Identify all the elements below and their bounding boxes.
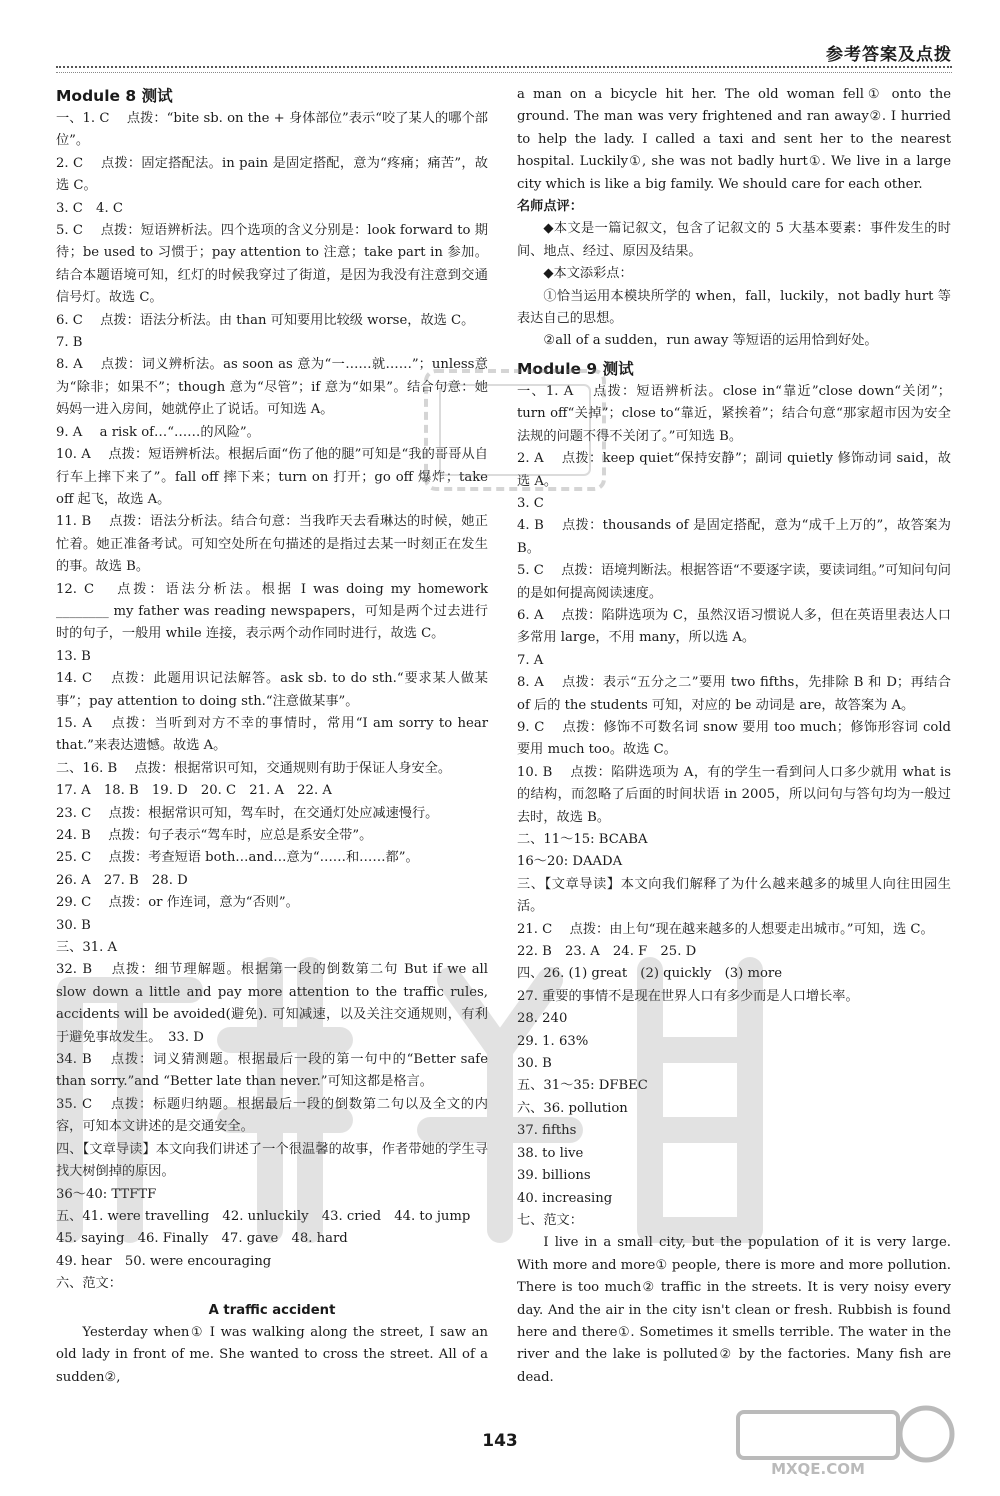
answer-line: 10. B 点拨：陷阱选项为 A，有的学生一看到问人口多少就用 what is 的结构，而忽略了后面的时间状语 in 2005，所以问句与答句均为一般过去时，故选 B。: [517, 764, 951, 825]
answer-line: 4. B 点拨：thousands of 是固定搭配，意为“成千上万的”，故答案为 B。: [517, 518, 951, 556]
comment-line: ◆本文添彩点：: [543, 266, 633, 282]
answer-line: 四、【文章导读】本文向我们讲述了一个很温馨的故事，作者带她的学生寻找大树倒掉的原因。: [56, 1141, 488, 1180]
answer-line: 28. 240: [517, 1011, 568, 1027]
essay-paragraph: Yesterday when① I was walking along the street, I saw an old lady in front of me. She wanted to cross the street. All of a sudden②,: [56, 1324, 488, 1385]
answer-line: 五、31～35: DFBEC: [517, 1078, 648, 1094]
answer-line: 9. A a risk of…“……的风险”。: [56, 424, 260, 440]
answer-line: 8. A 点拨：表示“五分之二”要用 two fifths，先排除 B 和 D；再结合 of 后的 the students 可知，对应的 be 动词是 are，故答案为 A。: [517, 675, 951, 713]
answer-line: 7. A: [517, 652, 544, 668]
answer-line: 七、范文：: [517, 1212, 583, 1228]
essay-paragraph: I live in a small city, but the population of it is very large. With more and more① people, there is more and more pollution. There is too much② traffic in the streets. It is very noisy every day. And the air in the city isn't clean or fresh. Rubbish is found here and there①. Sometimes it smells terrible. The water in the river and the lake is polluted② by the factories. Many fish are dead.: [517, 1235, 951, 1385]
answer-line: 6. C 点拨：语法分析法。由 than 可知要用比较级 worse，故选 C。: [56, 312, 475, 328]
answer-line: 22. B 23. A 24. F 25. D: [517, 944, 697, 960]
comment-heading: 名师点评：: [517, 199, 583, 215]
answer-line: 40. increasing: [517, 1190, 613, 1206]
comment-line: ◆本文是一篇记叙文，包含了记叙文的 5 大基本要素：事件发生的时间、地点、经过、原因及结果。: [517, 221, 951, 259]
answer-line: 32. B 点拨：细节理解题。根据第一段的倒数第二句 But if we all slow down a little and pay more attention to the traffic rules, accidents will be avoided(避免). 可知减速，以及关注交通规则，有利于避免事故发生。 33. D: [56, 962, 488, 1045]
answer-line: 14. C 点拨：此题用识记法解答。ask sb. to do sth.“要求某人做某事”；pay attention to doing sth.“注意做某事”。: [56, 671, 488, 709]
answer-line: 一、1. C 点拨：“bite sb. on the + 身体部位”表示“咬了某人的哪个部位”。: [56, 111, 488, 149]
answer-line: 12. C 点拨：语法分析法。根据 I was doing my homework ________ my father was reading newspapers，可知是两个过去进行时的句子，一般用 while 连接，表示两个动作同时进行，故选 C。: [56, 581, 488, 642]
answer-line: 27. 重要的事情不是现在世界人口有多少而是人口增长率。: [517, 988, 859, 1004]
answer-line: 30. B: [517, 1056, 552, 1072]
comment-line: ②all of a sudden，run away 等短语的运用恰到好处。: [543, 333, 878, 349]
answer-line: 六、36. pollution: [517, 1100, 628, 1116]
answer-line: 30. B: [56, 917, 91, 933]
svg-text:MXQE.COM: MXQE.COM: [771, 1460, 865, 1478]
module-9-title: Module 9 测试: [517, 359, 634, 378]
answer-line: 六、范文：: [56, 1276, 122, 1292]
answer-line: 15. A 点拨：当听到对方不幸的事情时，常用“I am sorry to hear that.”来表达遗憾。故选 A。: [56, 715, 488, 754]
answer-line: 13. B: [56, 648, 91, 664]
answer-line: 二、16. B 点拨：根据常识可知，交通规则有助于保证人身安全。: [56, 760, 452, 776]
answer-line: 45. saying 46. Finally 47. gave 48. hard: [56, 1231, 348, 1247]
answer-line: 26. A 27. B 28. D: [56, 872, 188, 888]
answer-line: 五、41. were travelling 42. unluckily 43. cried 44. to jump: [56, 1208, 471, 1224]
answer-line: 16～20: DAADA: [517, 854, 623, 870]
answer-line: 四、26. (1) great (2) quickly (3) more: [517, 966, 782, 982]
answer-line: 36～40: TTFTF: [56, 1186, 157, 1202]
answer-line: 5. C 点拨：语境判断法。根据答语“不要逐字读，要读词组。”可知问句问的是如何提高阅读速度。: [517, 563, 951, 601]
page-header-title: 参考答案及点拨: [826, 45, 952, 65]
answer-line: 29. 1. 63%: [517, 1033, 589, 1049]
essay-title: A traffic accident: [208, 1302, 336, 1318]
answer-line: 35. C 点拨：标题归纳题。根据最后一段的倒数第二句以及全文的内容，可知本文讲述的是交通安全。: [56, 1096, 488, 1135]
right-column: [517, 84, 951, 1389]
answer-line: 38. to live: [517, 1145, 584, 1161]
answer-line: 23. C 点拨：根据常识可知，驾车时，在交通灯处应减速慢行。: [56, 805, 439, 821]
answer-line: 二、11～15: BCABA: [517, 832, 648, 847]
comment-line: ①恰当运用本模块所学的 when，fall，luckily，not badly hurt 等表达自己的思想。: [517, 288, 951, 327]
answer-line: 2. A 点拨：keep quiet“保持安静”；副词 quietly 修饰动词 said，故选 A。: [517, 451, 951, 489]
answer-line: 三、31. A: [56, 940, 118, 956]
answer-line: 25. C 点拨：考查短语 both…and…意为“……和……都”。: [56, 850, 419, 866]
essay-paragraph: a man on a bicycle hit her. The old woman fell① onto the ground. The man was very frightened and ran away②. I hurried to help the lady. I called a taxi and sent her to the nearest hospital. Luckily①, she was not badly hurt①. We live in a large city which is like a big family. We should care for each other.: [517, 87, 951, 192]
answer-line: 8. A 点拨：词义辨析法。as soon as 意为“一……就……”；unless意为“除非；如果不”；though 意为“尽管”；if 意为“如果”。结合句意：她妈妈一进入房间，她就停止了说话。可知选 A。: [56, 357, 488, 418]
answer-line: 三、【文章导读】本文向我们解释了为什么越来越多的城里人向往田园生活。: [517, 876, 951, 915]
module-8-title: Module 8 测试: [56, 87, 173, 105]
answer-line: 3. C 4. C: [56, 200, 123, 216]
answer-line: 21. C 点拨：由上句“现在越来越多的人想要走出城市。”可知，选 C。: [517, 921, 934, 937]
answer-line: 5. C 点拨：短语辨析法。四个选项的含义分别是：look forward to 期待；be used to 习惯于；pay attention to 注意；take part in 参加。结合本题语境可知，红灯的时候我穿过了街道，是因为我没有注意到交通信号灯。故选 C。: [56, 223, 488, 306]
header-rule: [56, 66, 952, 73]
answer-line: 6. A 点拨：陷阱选项为 C，虽然汉语习惯说人多，但在英语里表达人口多常用 large，不用 many，所以选 A。: [517, 607, 951, 646]
answer-line: 39. billions: [517, 1168, 591, 1184]
answer-line: 9. C 点拨：修饰不可数名词 snow 要用 too much；修饰形容词 cold 要用 much too。故选 C。: [517, 719, 951, 758]
answer-line: 17. A 18. B 19. D 20. C 21. A 22. A: [56, 783, 332, 799]
answer-line: 一、1. A 点拨：短语辨析法。close in“靠近”close down“关闭”；turn off“关掉”；close to“靠近，紧挨着”；结合句意“那家超市因为安全法规的问题不得不关闭了。”可知选 B。: [517, 383, 951, 444]
answer-line: 2. C 点拨：固定搭配法。in pain 是固定搭配，意为“疼痛；痛苦”，故选 C。: [56, 155, 488, 194]
answer-line: 11. B 点拨：语法分析法。结合句意：当我昨天去看琳达的时候，她正忙着。她正准备考试。可知空处所在句描述的是指过去某一时刻正在发生的事。故选 B。: [56, 514, 488, 575]
answer-line: 7. B: [56, 335, 83, 351]
answer-line: 3. C: [517, 495, 544, 511]
answer-line: 24. B 点拨：句子表示“驾车时，应总是系安全带”。: [56, 828, 373, 843]
page-number: 143: [482, 1431, 518, 1451]
answer-line: 49. hear 50. were encouraging: [56, 1253, 272, 1269]
answer-line: 29. C 点拨：or 作连词，意为“否则”。: [56, 895, 299, 911]
answer-line: 37. fifths: [517, 1123, 577, 1139]
answer-line: 34. B 点拨：词义猜测题。根据最后一段的第一句中的“Better safe than sorry.”and “Better late than never.”可知这都是格言。: [56, 1052, 488, 1090]
left-column: [56, 84, 488, 1389]
answer-line: 10. A 点拨：短语辨析法。根据后面“伤了他的腿”可知是“我的哥哥从自行车上摔下来了”。fall off 摔下来；turn on 打开；go off 爆炸；take off 起飞，故选 A。: [56, 447, 488, 507]
